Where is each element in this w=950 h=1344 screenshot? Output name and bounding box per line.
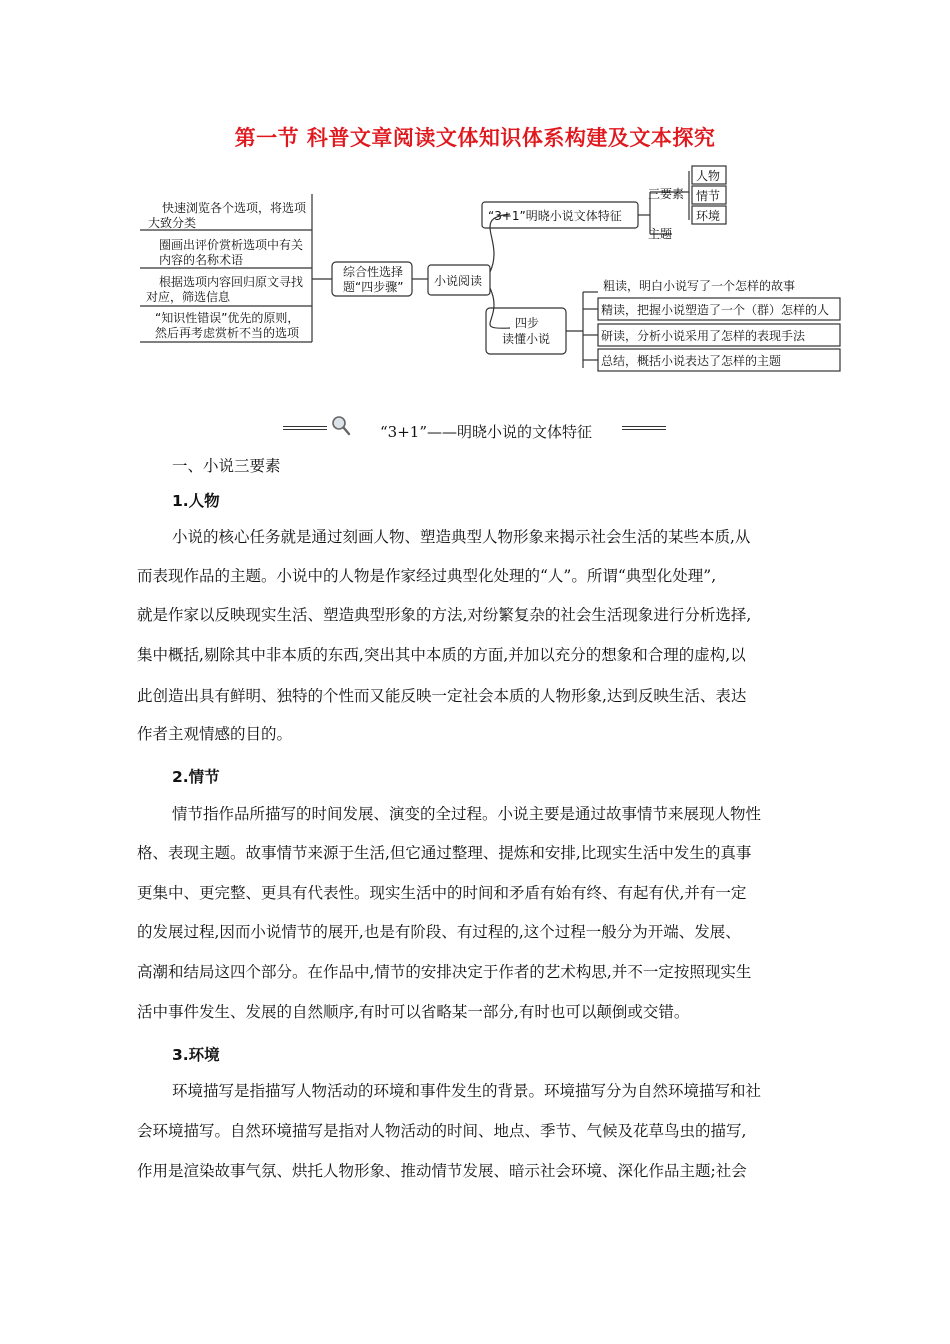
heading-three-elements: 一、小说三要素 [172,457,281,475]
paragraph-line: 环境描写是指描写人物活动的环境和事件发生的背景。环境描写分为自然环境描写和社 [172,1082,762,1100]
page-title: 第一节 科普文章阅读文体知识体系构建及文本探究 [234,126,716,150]
step-study: 研读，分析小说采用了怎样的表现手法 [601,329,806,343]
subheading-setting: 3.环境 [172,1046,220,1064]
four-steps-line-2: 读懂小说 [502,332,551,346]
svg-text:对应，筛选信息: 对应，筛选信息 [146,290,231,304]
mind-map [0,160,950,380]
section-header [0,415,950,441]
svg-text:内容的名称术语: 内容的名称术语 [159,253,244,267]
method-step-4 [155,310,300,340]
paragraph-line: 更集中、更完整、更具有代表性。现实生活中的时间和矛盾有始有终、有起有伏,并有一定 [137,884,747,902]
method-step-1 [148,200,307,230]
element-setting: 环境 [696,209,721,223]
element-character: 人物 [696,169,721,183]
paragraph-line: 活中事件发生、发展的自然顺序,有时可以省略某一部分,有时也可以颠倒或交错。 [137,1003,690,1021]
four-steps-line-1: 四步 [515,316,540,330]
svg-text:圈画出评价赏析选项中有关: 圈画出评价赏析选项中有关 [159,238,304,252]
paragraph-line: 就是作家以反映现实生活、塑造典型形象的方法,对纷繁复杂的社会生活现象进行分析选择, [137,606,752,624]
section-header-label: “3+1”——明晓小说的文体特征 [380,423,592,441]
svg-text:根据选项内容回归原文寻找: 根据选项内容回归原文寻找 [159,275,304,289]
paragraph-line: 小说的核心任务就是通过刻画人物、塑造典型人物形象来揭示社会生活的某些本质,从 [172,528,751,546]
feature-node: “3+1”明晓小说文体特征 [488,209,622,223]
step-skim: 粗读，明白小说写了一个怎样的故事 [603,279,796,293]
header-rule-left [283,426,327,430]
three-elements-node: 三要素 [648,187,685,201]
magnifier-icon [331,415,351,437]
method-step-2 [159,237,303,267]
subheading-plot: 2.情节 [172,768,220,786]
svg-text:“知识性错误”优先的原则，: “知识性错误”优先的原则， [155,311,300,325]
step-summary: 总结，概括小说表达了怎样的主题 [601,354,782,368]
step-close-read: 精读，把握小说塑造了一个（群）怎样的人 [601,303,830,317]
paragraph-line: 会环境描写。自然环境描写是指对人物活动的时间、地点、季节、气候及花草鸟虫的描写, [137,1122,747,1140]
paragraph-line: 格、表现主题。故事情节来源于生活,但它通过整理、提炼和安排,比现实生活中发生的真事 [137,844,752,862]
paragraph-line: 情节指作品所描写的时间发展、演变的全过程。小说主要是通过故事情节来展现人物性 [172,805,762,823]
theme-node: 主题 [648,227,673,241]
svg-text:快速浏览各个选项，将选项: 快速浏览各个选项，将选项 [162,201,307,215]
subheading-character: 1.人物 [172,492,220,510]
element-plot: 情节 [696,189,721,203]
header-rule-right [622,426,666,430]
paragraph-line: 的发展过程,因而小说情节的展开,也是有阶段、有过程的,这个过程一般分为开端、发展、 [137,923,741,941]
center-node: 小说阅读 [434,274,483,288]
svg-text:大致分类: 大致分类 [148,216,197,230]
method-box-line-1: 综合性选择 [343,265,404,279]
svg-text:然后再考虑赏析不当的选项: 然后再考虑赏析不当的选项 [155,326,300,340]
method-step-3 [146,274,303,304]
paragraph-line: 而表现作品的主题。小说中的人物是作家经过典型化处理的“人”。所谓“典型化处理”, [137,567,717,585]
paragraph-line: 此创造出具有鲜明、独特的个性而又能反映一定社会本质的人物形象,达到反映生活、表达 [137,687,747,705]
paragraph-line: 高潮和结局这四个部分。在作品中,情节的安排决定于作者的艺术构思,并不一定按照现实生 [137,963,752,981]
paragraph-line: 作用是渲染故事气氛、烘托人物形象、推动情节发展、暗示社会环境、深化作品主题;社会 [137,1162,747,1180]
paragraph-line: 集中概括,剔除其中非本质的东西,突出其中本质的方面,并加以充分的想象和合理的虚构,以 [137,646,746,664]
paragraph-line: 作者主观情感的目的。 [137,725,293,743]
method-box-line-2: 题“四步骤” [343,280,404,294]
